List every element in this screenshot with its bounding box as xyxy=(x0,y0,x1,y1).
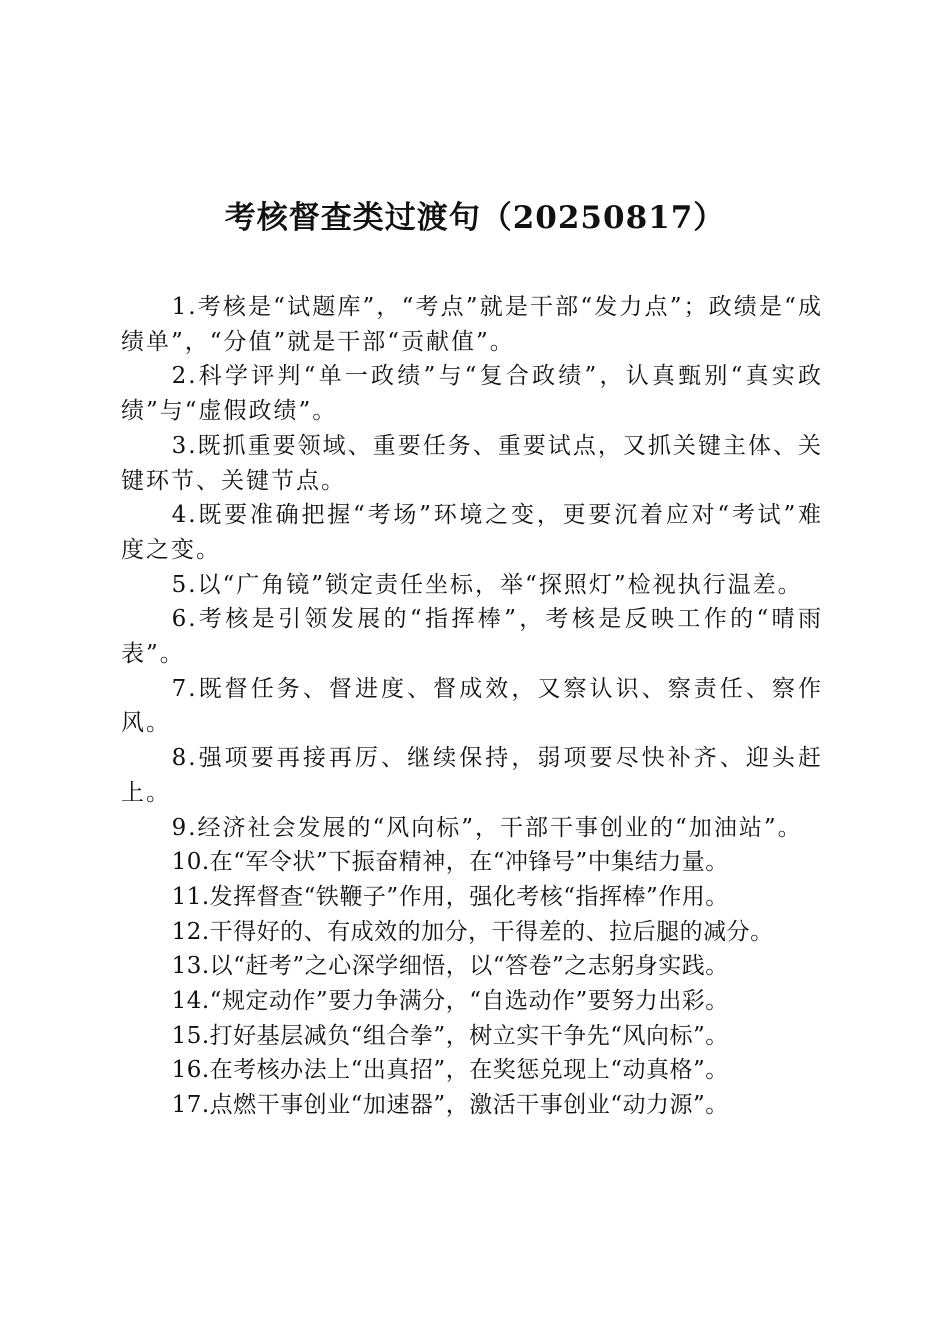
list-item-15: 15.打好基层减负“组合拳”，树立实干争先“风向标”。 xyxy=(171,1022,729,1049)
list-item-7: 7.既督任务、督进度、督成效，又察认识、察责任、察作风。 xyxy=(121,675,823,737)
list-item-5: 5.以“广角镜”锁定责任坐标，举“探照灯”检视执行温差。 xyxy=(171,571,803,598)
list-item-3: 3.既抓重要领域、重要任务、重要试点，又抓关键主体、关键环节、关键节点。 xyxy=(121,432,823,494)
list-item-8: 8.强项要再接再厉、继续保持，弱项要尽快补齐、迎头赶上。 xyxy=(121,745,823,806)
list-item-9: 9.经济社会发展的“风向标”，干部干事创业的“加油站”。 xyxy=(171,814,803,841)
list-item-10: 10.在“军令状”下振奋精神，在“冲锋号”中集结力量。 xyxy=(171,849,729,876)
list-item-13: 13.以“赶考”之心深学细悟，以“答卷”之志躬身实践。 xyxy=(171,953,729,980)
document-title: 考核督查类过渡句（20250817） xyxy=(224,200,726,236)
document-body xyxy=(121,290,823,1123)
list-item-2: 2.科学评判“单一政绩”与“复合政绩”，认真甄别“真实政绩”与“虚假政绩”。 xyxy=(121,363,823,425)
list-item-12: 12.干得好的、有成效的加分，干得差的、拉后腿的减分。 xyxy=(171,918,774,945)
list-item-4: 4.既要准确把握“考场”环境之变，更要沉着应对“考试”难度之变。 xyxy=(121,502,823,563)
list-item-16: 16.在考核办法上“出真招”，在奖惩兑现上“动真格”。 xyxy=(171,1057,729,1084)
list-item-17: 17.点燃干事创业“加速器”，激活干事创业“动力源”。 xyxy=(171,1092,729,1119)
list-item-6: 6.考核是引领发展的“指挥棒”，考核是反映工作的“晴雨表”。 xyxy=(121,606,823,668)
list-item-1: 1.考核是“试题库”，“考点”就是干部“发力点”；政绩是“成绩单”，“分值”就是干部“贡献值”。 xyxy=(121,294,823,355)
list-item-11: 11.发挥督查“铁鞭子”作用，强化考核“指挥棒”作用。 xyxy=(171,883,729,910)
list-item-14: 14.“规定动作”要力争满分，“自选动作”要努力出彩。 xyxy=(171,988,729,1015)
